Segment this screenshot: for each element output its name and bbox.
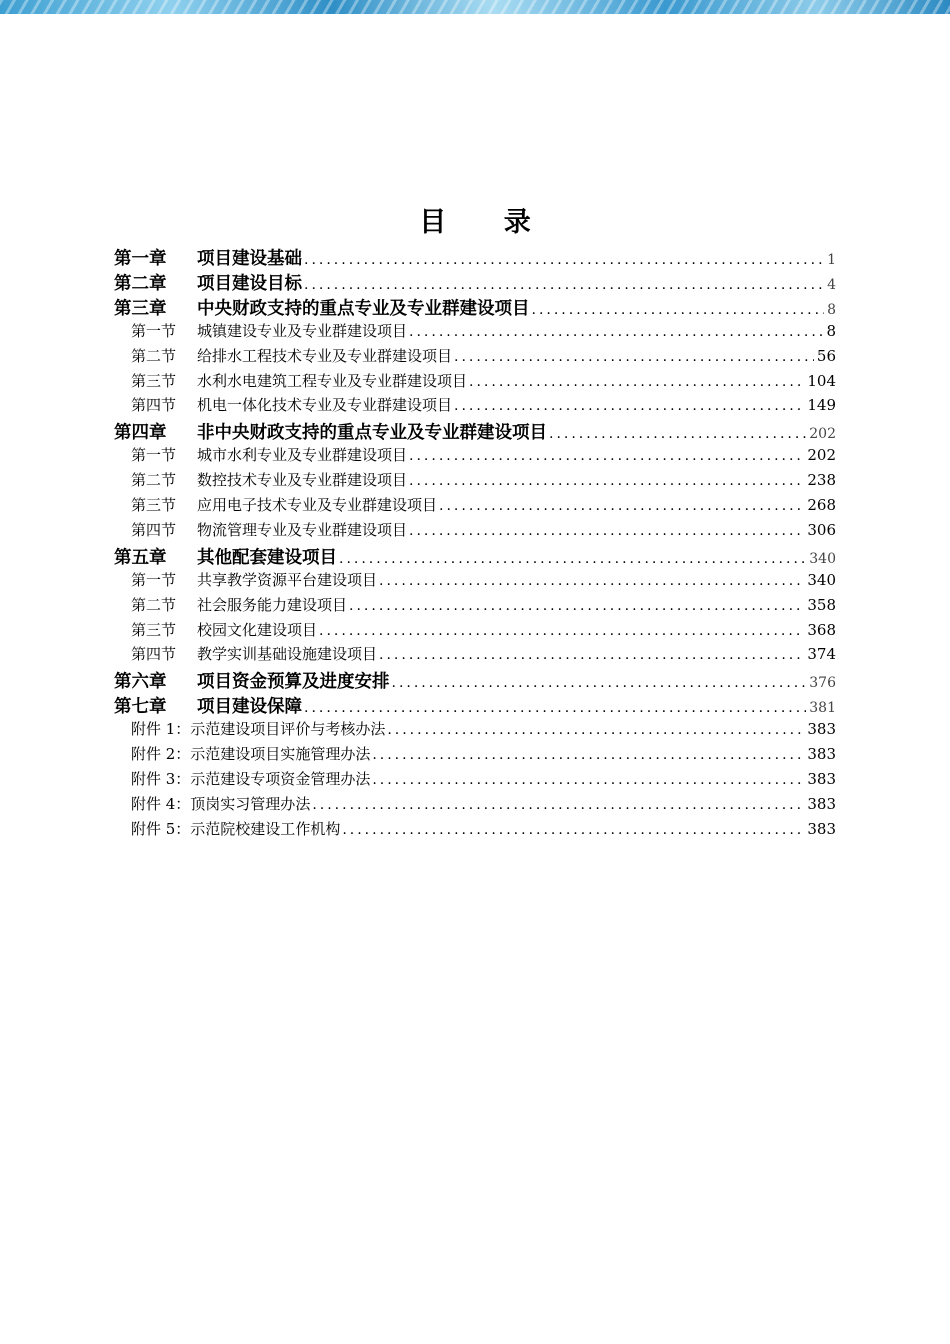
- toc-entry-number: 第四节: [131, 645, 177, 664]
- dot-leader: [304, 277, 824, 293]
- toc-entry-title: 应用电子技术专业及专业群建设项目: [197, 496, 438, 514]
- toc-entry-number: 第一节: [131, 321, 177, 340]
- dot-leader: [304, 700, 806, 716]
- dot-leader: [469, 374, 804, 390]
- toc-entry-chapter[interactable]: [0, 245, 950, 269]
- toc-entry-line: [197, 295, 836, 320]
- toc-entry-page-number: 358: [807, 595, 836, 614]
- toc-entry-appendix[interactable]: [0, 793, 950, 817]
- toc-entry-title: 水利水电建筑工程专业及专业群建设项目: [197, 371, 468, 390]
- toc-entry-number: 第一节: [131, 446, 177, 465]
- dot-leader: [372, 747, 804, 763]
- dot-leader: [304, 252, 824, 268]
- toc-entry-title: 项目建设基础: [197, 249, 302, 269]
- toc-entry-title: 附件 4：顶岗实习管理办法: [131, 794, 311, 813]
- dot-leader: [439, 498, 804, 514]
- toc-entry-page-number: 383: [807, 794, 836, 813]
- toc-entry-title: 机电一体化技术专业及专业群建设项目: [197, 396, 453, 415]
- dot-leader: [409, 523, 804, 539]
- dot-leader: [409, 473, 804, 489]
- toc-entry-page-number: 104: [807, 371, 836, 390]
- toc-entry-number: 第三章: [114, 298, 167, 319]
- dot-leader: [319, 623, 804, 639]
- toc-entry-page-number: 376: [809, 675, 836, 692]
- dot-leader: [372, 772, 804, 788]
- toc-entry-line: [197, 569, 836, 590]
- toc-entry-title: 附件 3：示范建设专项资金管理办法: [131, 769, 371, 788]
- toc-entry-line: [197, 320, 836, 341]
- dot-leader: [387, 722, 804, 738]
- toc-entry-page-number: 56: [816, 346, 836, 365]
- toc-entry-line: [197, 245, 836, 270]
- toc-entry-section[interactable]: [0, 444, 950, 468]
- toc-entry-number: 第五章: [114, 547, 167, 568]
- toc-entry-page-number: 340: [809, 550, 836, 567]
- toc-entry-line: [197, 394, 836, 415]
- toc-entry-title: 数控技术专业及专业群建设项目: [197, 471, 408, 490]
- toc-entry-line: [131, 718, 836, 739]
- toc-entry-chapter[interactable]: [0, 544, 950, 568]
- toc-entry-page-number: 374: [807, 645, 836, 664]
- toc-entry-number: 第七章: [114, 697, 167, 718]
- toc-entry-page-number: 383: [807, 745, 836, 763]
- toc-entry-line: [197, 619, 836, 640]
- toc-entry-section[interactable]: [0, 394, 950, 418]
- toc-entry-line: [197, 693, 836, 718]
- toc-entry-number: 第六章: [114, 672, 167, 693]
- toc-entry-title: 附件 5：示范院校建设工作机构: [131, 819, 341, 838]
- dot-leader: [342, 822, 804, 838]
- toc-entry-title: 其他配套建设项目: [197, 547, 337, 568]
- toc-entry-page-number: 383: [807, 720, 836, 739]
- toc-entry-line: [197, 444, 836, 465]
- toc-entry-section[interactable]: [0, 643, 950, 667]
- toc-entry-section[interactable]: [0, 469, 950, 493]
- toc-entry-page-number: 368: [807, 620, 836, 639]
- toc-entry-page-number: 202: [807, 446, 836, 465]
- toc-entry-page-number: 381: [809, 700, 836, 717]
- toc-entry-title: 给排水工程技术专业及专业群建设项目: [197, 346, 453, 365]
- toc-entry-title: 附件 1：示范建设项目评价与考核办法: [131, 720, 386, 739]
- toc-entry-number: 第二节: [131, 595, 177, 614]
- toc-entry-number: 第二节: [131, 471, 177, 490]
- dot-leader: [549, 426, 806, 442]
- toc-entry-line: [131, 793, 836, 814]
- toc-entry-section[interactable]: [0, 370, 950, 394]
- toc-entry-line: [197, 270, 836, 295]
- toc-entry-title: 教学实训基础设施建设项目: [197, 645, 378, 664]
- toc-entry-chapter[interactable]: [0, 693, 950, 717]
- toc-entry-page-number: 306: [807, 520, 836, 539]
- dot-leader: [409, 448, 804, 464]
- toc-entry-line: [131, 768, 836, 789]
- toc-entry-line: [197, 519, 836, 540]
- dot-leader: [312, 797, 804, 813]
- toc-entry-title: 社会服务能力建设项目: [197, 595, 348, 614]
- toc-entry-number: 第四节: [131, 396, 177, 415]
- toc-entry-number: 第一章: [114, 249, 167, 269]
- toc-entry-section[interactable]: [0, 494, 950, 518]
- toc-entry-line: [197, 494, 836, 515]
- toc-entry-title: 校园文化建设项目: [197, 620, 318, 639]
- toc-entry-number: 第二节: [131, 346, 177, 365]
- toc-entry-section[interactable]: [0, 519, 950, 543]
- toc-entry-number: 第四章: [114, 423, 167, 444]
- toc-entry-line: [197, 544, 836, 569]
- toc-entry-title: 共享教学资源平台建设项目: [197, 570, 378, 589]
- toc-entry-chapter[interactable]: [0, 270, 950, 294]
- toc-entry-number: 第三节: [131, 496, 177, 514]
- page-title: 目 录: [419, 207, 555, 238]
- toc-entry-line: [197, 668, 836, 693]
- toc-entry-appendix[interactable]: [0, 768, 950, 792]
- toc-entry-section[interactable]: [0, 594, 950, 618]
- toc-entry-page-number: 268: [807, 496, 836, 514]
- toc-entry-page-number: 383: [807, 819, 836, 838]
- toc-entry-section[interactable]: [0, 569, 950, 593]
- toc-entry-title: 城镇建设专业及专业群建设项目: [197, 321, 408, 340]
- toc-entry-section[interactable]: [0, 320, 950, 344]
- toc-entry-page-number: 149: [807, 396, 836, 415]
- toc-entry-section[interactable]: [0, 619, 950, 643]
- toc-entry-page-number: 8: [827, 301, 836, 318]
- toc-entry-number: 第三节: [131, 620, 177, 639]
- toc-entry-appendix[interactable]: [0, 743, 950, 767]
- toc-entry-title: 项目建设目标: [197, 273, 302, 294]
- toc-entry-chapter[interactable]: [0, 295, 950, 319]
- dot-leader: [454, 349, 814, 365]
- toc-entry-line: [131, 818, 836, 839]
- toc-entry-title: 城市水利专业及专业群建设项目: [197, 446, 408, 465]
- toc-entry-page-number: 202: [809, 426, 836, 443]
- toc-entry-title: 附件 2：示范建设项目实施管理办法: [131, 745, 371, 763]
- dot-leader: [454, 398, 804, 414]
- toc-entry-chapter[interactable]: [0, 668, 950, 692]
- dot-leader: [392, 675, 807, 691]
- toc-entry-title: 非中央财政支持的重点专业及专业群建设项目: [197, 423, 547, 444]
- toc-entry-line: [197, 345, 836, 366]
- toc-entry-page-number: 383: [807, 769, 836, 788]
- dot-leader: [532, 302, 825, 318]
- toc-entry-appendix[interactable]: [0, 718, 950, 742]
- toc-entry-title: 项目建设保障: [197, 697, 302, 718]
- toc-entry-number: 第三节: [131, 371, 177, 390]
- toc-entry-title: 项目资金预算及进度安排: [197, 672, 390, 693]
- dot-leader: [339, 551, 806, 567]
- toc-entry-line: [197, 594, 836, 615]
- toc-entry-section[interactable]: [0, 345, 950, 369]
- toc-entry-line: [197, 419, 836, 444]
- dot-leader: [379, 647, 804, 663]
- dot-leader: [379, 573, 804, 589]
- toc-entry-chapter[interactable]: [0, 419, 950, 443]
- toc-entry-appendix[interactable]: [0, 818, 950, 842]
- toc-entry-number: 第四节: [131, 520, 177, 539]
- toc-entry-line: [197, 370, 836, 391]
- toc-entry-line: [197, 643, 836, 664]
- toc-entry-title: 中央财政支持的重点专业及专业群建设项目: [197, 298, 530, 319]
- toc-entry-page-number: 238: [807, 471, 836, 490]
- toc-entry-page-number: 1: [827, 252, 836, 268]
- toc-entry-number: 第二章: [114, 273, 167, 294]
- toc-entry-title: 物流管理专业及专业群建设项目: [197, 520, 408, 539]
- toc-entry-page-number: 8: [826, 321, 836, 340]
- toc-entry-number: 第一节: [131, 570, 177, 589]
- toc-entry-page-number: 4: [827, 276, 836, 293]
- toc-entry-line: [131, 743, 836, 764]
- toc-entry-page-number: 340: [807, 570, 836, 589]
- dot-leader: [409, 324, 823, 340]
- dot-leader: [349, 598, 804, 614]
- toc-entry-line: [197, 469, 836, 490]
